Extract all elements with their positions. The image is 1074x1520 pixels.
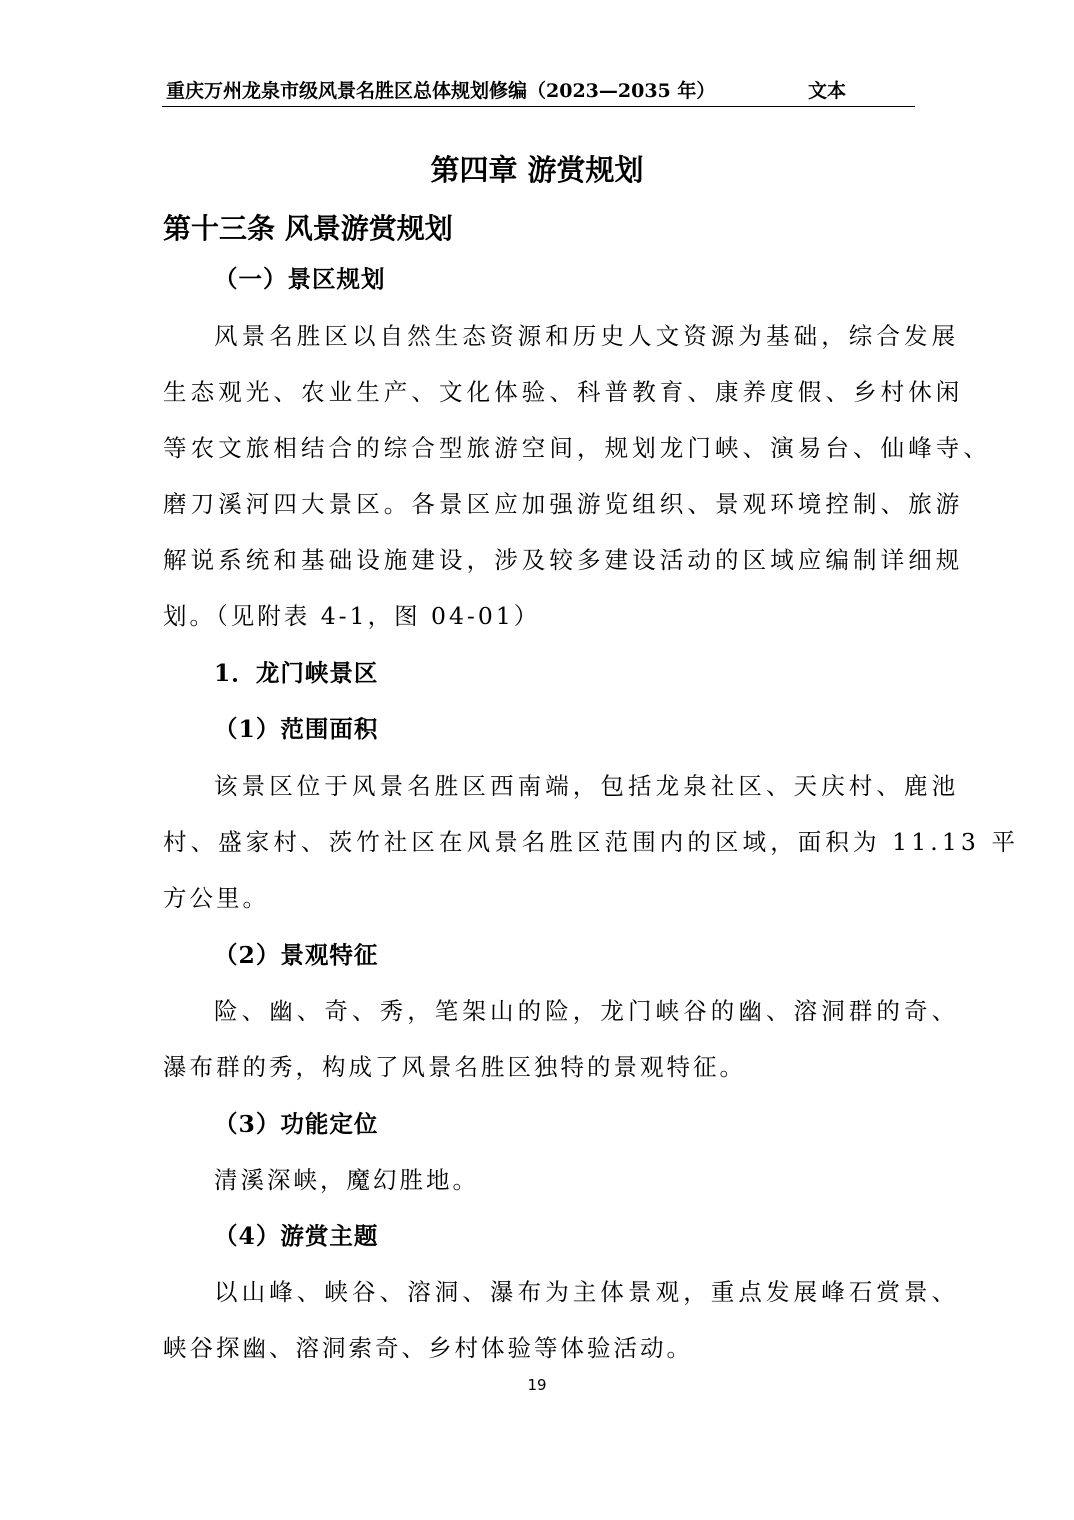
item-heading: （4）游赏主题 bbox=[214, 1222, 379, 1250]
article-title: 第十三条 风景游赏规划 bbox=[163, 212, 453, 245]
paragraph-line: 生态观光、农业生产、文化体验、科普教育、康养度假、乡村休闲 bbox=[163, 378, 964, 406]
chapter-title: 第四章 游赏规划 bbox=[430, 153, 644, 187]
paragraph-line: 该景区位于风景名胜区西南端，包括龙泉社区、天庆村、鹿池 bbox=[214, 772, 960, 800]
paragraph-line: 险、幽、奇、秀，笔架山的险，龙门峡谷的幽、溶洞群的奇、 bbox=[214, 997, 960, 1025]
subsection-heading: 1．龙门峡景区 bbox=[214, 659, 379, 687]
page-header bbox=[162, 74, 915, 107]
header-document-type: 文本 bbox=[808, 80, 847, 102]
paragraph-line: 方公里。 bbox=[163, 884, 269, 912]
section-heading: （一）景区规划 bbox=[214, 265, 386, 293]
page-number: 19 bbox=[527, 1376, 547, 1394]
item-heading: （3）功能定位 bbox=[214, 1110, 379, 1138]
paragraph-line: 瀑布群的秀，构成了风景名胜区独特的景观特征。 bbox=[163, 1053, 746, 1081]
paragraph-line: 清溪深峡，魔幻胜地。 bbox=[214, 1166, 479, 1194]
paragraph-line: 村、盛家村、茨竹社区在风景名胜区范围内的区域，面积为 11.13 平 bbox=[163, 828, 1020, 856]
paragraph-line: 解说系统和基础设施建设，涉及较多建设活动的区域应编制详细规 bbox=[163, 546, 964, 574]
paragraph-line: 峡谷探幽、溶洞索奇、乡村体验等体验活动。 bbox=[163, 1334, 693, 1362]
item-heading: （1）范围面积 bbox=[214, 715, 379, 743]
paragraph-line: 以山峰、峡谷、溶洞、瀑布为主体景观，重点发展峰石赏景、 bbox=[214, 1278, 960, 1306]
header-title: 重庆万州龙泉市级风景名胜区总体规划修编（2023—2035 年） bbox=[166, 80, 716, 102]
paragraph-line: 划。（见附表 4-1，图 04-01） bbox=[163, 602, 541, 630]
item-heading: （2）景观特征 bbox=[214, 941, 379, 969]
paragraph-line: 磨刀溪河四大景区。各景区应加强游览组织、景观环境控制、旅游 bbox=[163, 490, 964, 518]
paragraph-line: 等农文旅相结合的综合型旅游空间，规划龙门峡、演易台、仙峰寺、 bbox=[163, 434, 991, 462]
paragraph-line: 风景名胜区以自然生态资源和历史人文资源为基础，综合发展 bbox=[214, 322, 960, 350]
